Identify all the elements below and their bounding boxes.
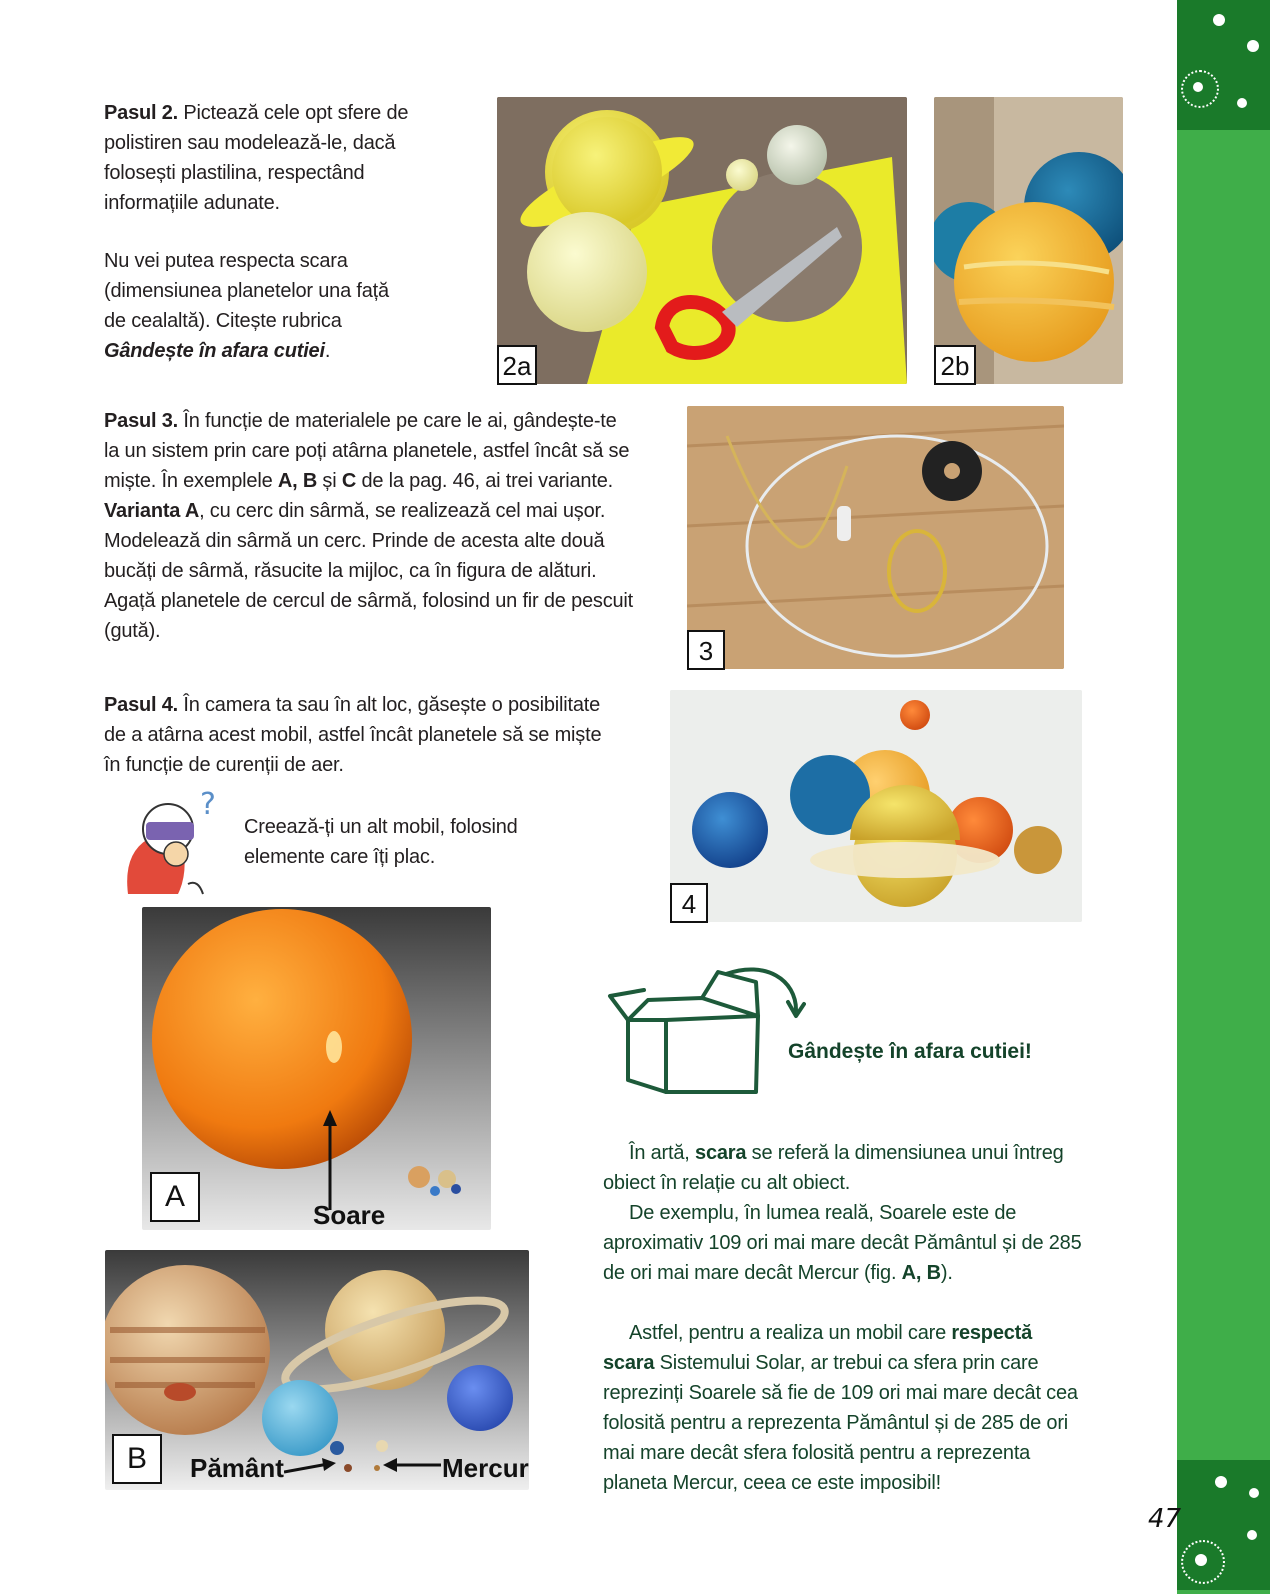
- pasul-3-paragraph: Pasul 3. În funcție de materialele pe care le ai, gândește-te la un sistem prin care poți atârna planetele, astfel încât să se miște. În exemplele A, B și C de la pag. 46, ai trei variante. Varianta A, cu cerc din sârmă, se realizează cel mai ușor. Modelează din sârmă un cerc. Prinde de acesta alte două bucăți de sârmă, răsucite la mijloc, ca în figura de alături. Agață planetele de cercul de sârmă, folosind un fir de pescuit (gută).: [104, 410, 634, 642]
- figure-3-label: 3: [687, 630, 725, 670]
- decor-dots-bottom: [1177, 1460, 1270, 1590]
- photo-3: [687, 406, 1064, 669]
- photo-4: [670, 690, 1082, 922]
- pasul-2-text: Pictează cele opt sfere de polistiren sau modelează-le, dacă folosești plastilina, respectând informațiile adunate.: [104, 102, 409, 214]
- page-number: 47: [1148, 1504, 1182, 1534]
- arrow-to-sun: [320, 1110, 340, 1210]
- figure-2b-label: 2b: [934, 345, 976, 385]
- label-pamant: Pământ: [190, 1453, 284, 1483]
- arrow-to-mercury: [383, 1458, 441, 1472]
- pasul-2-note: Nu vei putea respecta scara (dimensiunea planetelor una față de cealaltă). Citește rubrica Gândește în afara cutiei.: [104, 250, 389, 362]
- photo-2b: [934, 97, 1123, 384]
- photo-2a: [497, 97, 907, 384]
- arrow-to-earth: [284, 1458, 336, 1476]
- side-decor-bar: [1177, 0, 1270, 1594]
- figure-b-label: B: [112, 1434, 162, 1484]
- pasul-4-paragraph: Pasul 4. În camera ta sau în alt loc, găsește o posibilitate de a atârna acest mobil, astfel încât planetele să se miște în funcție de curenții de aer.: [104, 694, 602, 776]
- box-paragraph-1: În artă, scara se referă la dimensiunea unui întreg obiect în relație cu alt obiect. De exemplu, în lumea reală, Soarele este de aproximativ 109 ori mai mare decât Pământul și de 285 de ori mai mare decât Mercur (fig. A, B).: [603, 1142, 1082, 1284]
- pasul-2-paragraph: [104, 98, 424, 218]
- decor-dots-top: [1177, 0, 1270, 130]
- think-box-heading: Gândește în afara cutiei!: [788, 1040, 1032, 1063]
- tip-text: Creează-ți un alt mobil, folosind elemente care îți plac.: [244, 816, 518, 868]
- figure-4-label: 4: [670, 883, 708, 923]
- think-outside-box-ref: Gândește în afara cutiei: [104, 340, 325, 362]
- box-paragraph-2: Astfel, pentru a realiza un mobil care respectă scara Sistemului Solar, ar trebui ca sfera prin care reprezinți Soarele să fie de 109 ori mai mare decât cea folosită pentru a reprezenta Pământul și de 285 de ori mai mare decât sfera folosită pentru a reprezenta planeta Mercur, ceea ce este imposibil!: [603, 1322, 1078, 1494]
- pasul-4-title: Pasul 4.: [104, 694, 178, 716]
- label-mercur: Mercur: [442, 1453, 529, 1483]
- pasul-2-title: Pasul 2.: [104, 102, 178, 124]
- pasul-3-title: Pasul 3.: [104, 410, 178, 432]
- thinking-character-illustration: [108, 784, 223, 900]
- figure-2a-label: 2a: [497, 345, 537, 385]
- svg-text:?: ?: [200, 787, 216, 822]
- box-icon: [606, 960, 806, 1100]
- figure-a-label: A: [150, 1172, 200, 1222]
- label-soare: Soare: [313, 1200, 386, 1230]
